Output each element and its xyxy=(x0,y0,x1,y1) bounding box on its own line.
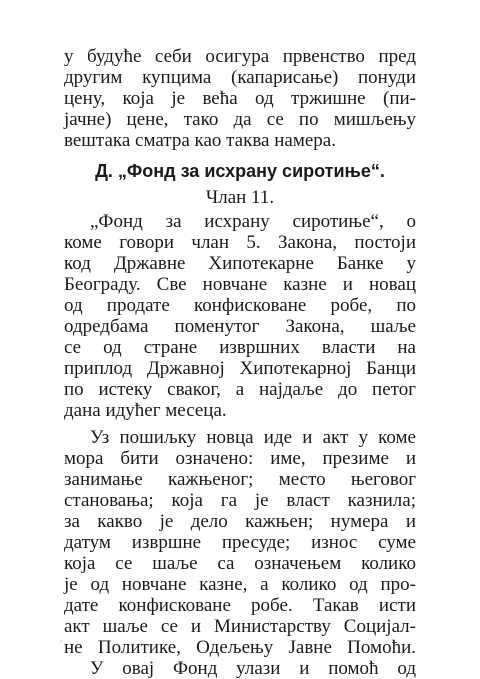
text-line: Београду. Све новчане казне и новац xyxy=(64,274,416,295)
text-line: је од новчане казне, а колико од про- xyxy=(64,574,416,595)
text-line: за какво је дело кажњен; нумера и xyxy=(64,511,416,532)
paragraph-shipment xyxy=(64,427,416,658)
text-line: цену, која је већа од тржишне (пи- xyxy=(64,88,416,109)
text-line: по истеку сваког, а најдаље до петог xyxy=(64,379,416,400)
text-line: „Фонд за исхрану сиротиње“, о xyxy=(90,211,416,232)
text-line: дана идућег месеца. xyxy=(64,400,227,421)
text-line: од продате конфисковане робе, по xyxy=(64,295,416,316)
text-line: акт шаље се и Министарству Социјал- xyxy=(64,616,416,637)
text-line: која се шаље са означењем колико xyxy=(64,553,416,574)
text-line: код Државне Хипотекарне Банке у xyxy=(64,253,416,274)
paragraph-fund xyxy=(64,211,416,421)
text-line: датум извршне пресуде; износ суме xyxy=(64,532,416,553)
text-column xyxy=(64,46,416,679)
text-line: вештака сматра као таква намера. xyxy=(64,130,336,151)
text-line: другим купцима (капарисање) понуди xyxy=(64,67,416,88)
text-line: дате конфисковане робе. Такав исти xyxy=(64,595,416,616)
section-heading: Д. „Фонд за исхрану сиротиње“. xyxy=(95,161,385,181)
text-line: јачне) цене, тако да се по мишљењу xyxy=(64,109,416,130)
text-line: не Политике, Одељењу Јавне Помоћи. xyxy=(64,637,416,658)
text-line: приплод Државној Хипотекарној Банци xyxy=(64,358,416,379)
paragraph-final xyxy=(64,658,416,679)
margin-mark: · xyxy=(60,637,63,646)
text-line: У овај Фонд улази и помоћ од xyxy=(90,658,416,679)
paragraph-continued xyxy=(64,46,416,151)
article-title: Члан 11. xyxy=(205,187,275,208)
text-line: се од стране извршних власти на xyxy=(64,337,416,358)
text-line: одредбама поменутог Закона, шаље xyxy=(64,316,416,337)
text-line: занимање кажњеног; место његовог xyxy=(64,469,416,490)
text-line: Уз пошиљку новца иде и акт у коме xyxy=(90,427,416,448)
text-line: у будуће себи осигура првенство пред xyxy=(64,46,416,67)
text-line: становања; која га је власт казнила; xyxy=(64,490,416,511)
text-line: коме говори члан 5. Закона, постоји xyxy=(64,232,416,253)
text-line: мора бити означено: име, презиме и xyxy=(64,448,416,469)
